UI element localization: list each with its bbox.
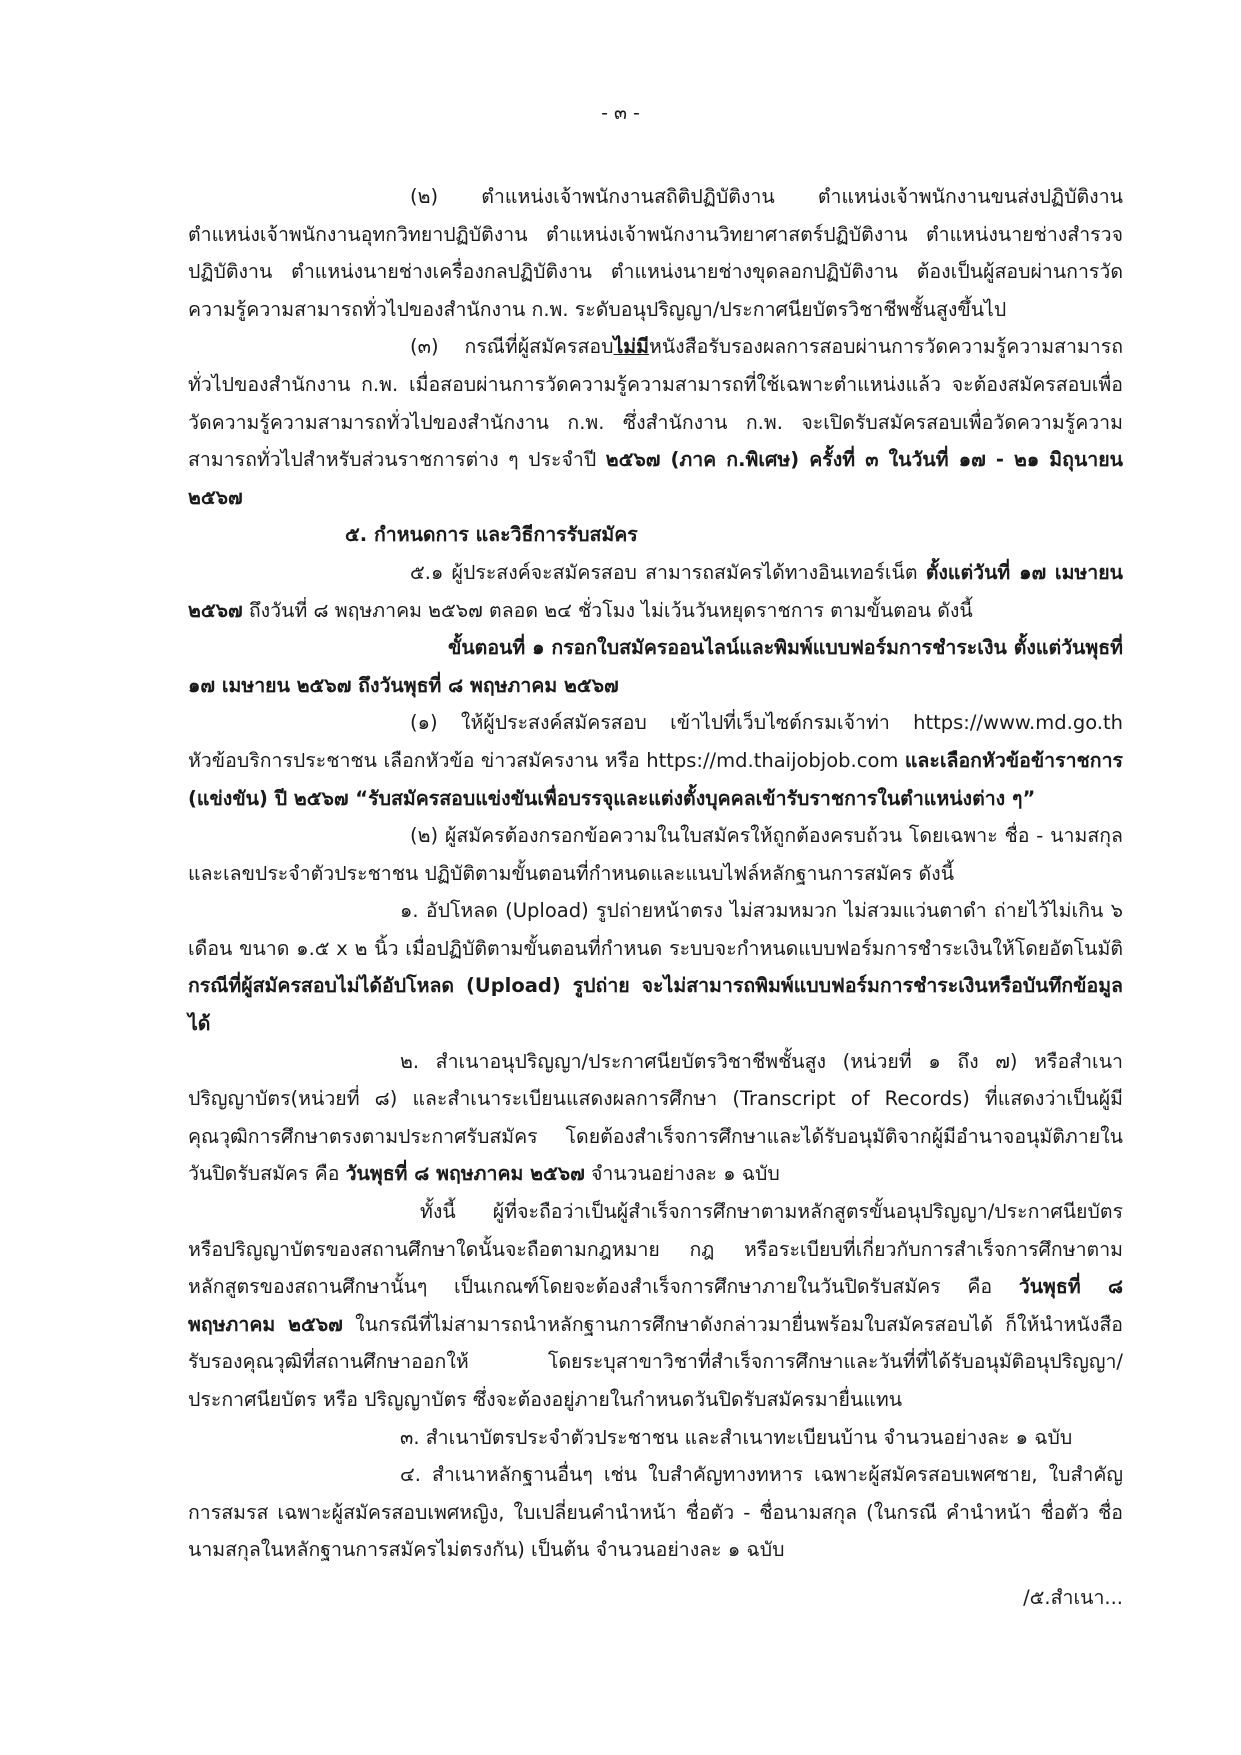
note-text-a: ทั้งนี้ ผู้ที่จะถือว่าเป็นผู้สำเร็จการศึกษาตามหลักสูตรขั้นอนุปริญญา/ประกาศนียบัตรหรือปริญญาบัตรของสถานศึกษาใดนั้นจะถือตามกฎหมาย กฎ หรือระเบียบที่เกี่ยวกับการสำเร็จการศึกษาตามหลักสูตรของสถานศึกษานั้นๆ เป็นเกณฑ์โดยจะต้องสำเร็จการศึกษาภายในวันปิดรับสมัคร คือ <box>188 1200 1123 1299</box>
item-4-other-docs: ๔. สำเนาหลักฐานอื่นๆ เช่น ใบสำคัญทางทหาร เฉพาะผู้สมัครสอบเพศชาย, ใบสำคัญการสมรส เฉพาะผู้สมัครสอบเพศหญิง, ใบเปลี่ยนคำนำหน้า ชื่อตัว - ชื่อนามสกุล (ในกรณี คำนำหน้า ชื่อตัว ชื่อนามสกุลในหลักฐานการสมัครไม่ตรงกัน) เป็นต้น จำนวนอย่างละ ๑ ฉบับ <box>188 1463 1123 1562</box>
p51-bold: ตั้งแต่วันที่ ๑๗ เมษายน ๒๕๖๗ <box>188 560 1123 622</box>
paragraph-5-1 <box>188 554 1123 629</box>
item-3-id-card: ๓. สำเนาบัตรประจำตัวประชาชน และสำเนาทะเบียนบ้าน จำนวนอย่างละ ๑ ฉบับ <box>400 1425 1073 1449</box>
p51-text-a: ๕.๑ ผู้ประสงค์จะสมัครสอบ สามารถสมัครได้ทางอินเทอร์เน็ต <box>410 560 926 584</box>
paragraph-step-1-1 <box>188 704 1123 817</box>
paragraph-step-1-2: (๒) ผู้สมัครต้องกรอกข้อความในใบสมัครให้ถูกต้องครบถ้วน โดยเฉพาะ ชื่อ - นามสกุล และเลขประจำตัวประชาชน ปฏิบัติตามขั้นตอนที่กำหนดและแนบไฟล์หลักฐานการสมัคร ดังนี้ <box>188 824 1123 885</box>
item2-bold: วันพุธที่ ๘ พฤษภาคม ๒๕๖๗ <box>345 1162 585 1186</box>
note-bold: วันพุธที่ ๘ พฤษภาคม ๒๕๖๗ <box>188 1275 1123 1336</box>
paragraph-3 <box>188 328 1123 516</box>
p3-underlined: ไม่มี <box>613 335 649 359</box>
p51-text-b: ถึงวันที่ ๘ พฤษภาคม ๒๕๖๗ ตลอด ๒๔ ชั่วโมง ไม่เว้นวันหยุดราชการ ตามขั้นตอน ดังนี้ <box>242 598 973 622</box>
item2-text-b: จำนวนอย่างละ ๑ ฉบับ <box>584 1162 780 1186</box>
section-5-heading: ๕. กำหนดการ และวิธีการรับสมัคร <box>345 523 638 547</box>
step-1-heading: ขั้นตอนที่ ๑ กรอกใบสมัครออนไลน์และพิมพ์แบบฟอร์มการชำระเงิน ตั้งแต่วันพุธที่ ๑๗ เมษายน ๒๕๖๗ ถึงวันพุธที่ ๘ พฤษภาคม ๒๕๖๗ <box>188 636 1123 697</box>
p3-text-a: (๓) กรณีที่ผู้สมัครสอบ <box>410 335 614 359</box>
item-2-degree <box>188 1043 1123 1193</box>
item2-text-a: ๒. สำเนาอนุปริญญา/ประกาศนียบัตรวิชาชีพชั้นสูง (หน่วยที่ ๑ ถึง ๗) หรือสำเนาปริญญาบัตร(หน่วยที่ ๘) และสำเนาระเบียนแสดงผลการศึกษา (Transcript of Records) ที่แสดงว่าเป็นผู้มีคุณวุฒิการศึกษาตรงตามประกาศรับสมัคร โดยต้องสำเร็จการศึกษาและได้รับอนุมัติจากผู้มีอำนาจอนุมัติภายในวันปิดรับสมัคร คือ <box>188 1049 1123 1186</box>
continuation-footer: /๕.สำเนา... <box>1023 1586 1123 1609</box>
s11-bold: และเลือกหัวข้อข้าราชการ (แข่งขัน) ปี ๒๕๖๗ “รับสมัครสอบแข่งขันเพื่อบรรจุและแต่งตั้งบุคคลเข้ารับราชการในตำแหน่งต่าง ๆ” <box>188 748 1123 810</box>
p3-bold: ๒๕๖๗ (ภาค ก.พิเศษ) ครั้งที่ ๓ ในวันที่ ๑๗ - ๒๑ มิถุนายน ๒๕๖๗ <box>188 448 1123 509</box>
item1-bold: กรณีที่ผู้สมัครสอบไม่ได้อัปโหลด (Upload) รูปถ่าย จะไม่สามารถพิมพ์แบบฟอร์มการชำระเงินหรือบันทึกข้อมูลได้ <box>188 974 1123 1036</box>
page-number: - ๓ - <box>601 102 640 124</box>
item1-text: ๑. อัปโหลด (Upload) รูปถ่ายหน้าตรง ไม่สวมหมวก ไม่สวมแว่นตาดำ ถ่ายไว้ไม่เกิน ๖ เดือน ขนาด ๑.๕ x ๒ นิ้ว เมื่อปฏิบัติตามขั้นตอนที่กำหนด ระบบจะกำหนดแบบฟอร์มการชำระเงินให้โดยอัตโนมัติ <box>188 899 1123 960</box>
document-body <box>188 178 1123 1569</box>
paragraph-note <box>188 1193 1123 1419</box>
item-1-upload <box>188 892 1123 1042</box>
note-text-b: ในกรณีที่ไม่สามารถนำหลักฐานการศึกษาดังกล่าวมายื่นพร้อมใบสมัครสอบได้ ก็ให้นำหนังสือรับรองคุณวุฒิที่สถานศึกษาออกให้ โดยระบุสาขาวิชาที่สำเร็จการศึกษาและวันที่ที่ได้รับอนุมัติอนุปริญญา/ประกาศนียบัตร หรือ ปริญญาบัตร ซึ่งจะต้องอยู่ภายในกำหนดวันปิดรับสมัครมายื่นแทน <box>188 1312 1123 1411</box>
s11-text: (๑) ให้ผู้ประสงค์สมัครสอบ เข้าไปที่เว็บไซต์กรมเจ้าท่า https://www.md.go.th หัวข้อบริการประชาชน เลือกหัวข้อ ข่าวสมัครงาน หรือ https://md.thaijobjob.com <box>188 711 1123 772</box>
paragraph-2: (๒) ตำแหน่งเจ้าพนักงานสถิติปฏิบัติงาน ตำแหน่งเจ้าพนักงานขนส่งปฏิบัติงาน ตำแหน่งเจ้าพนักงานอุทกวิทยาปฏิบัติงาน ตำแหน่งเจ้าพนักงานวิทยาศาสตร์ปฏิบัติงาน ตำแหน่งนายช่างสำรวจปฏิบัติงาน ตำแหน่งนายช่างเครื่องกลปฏิบัติงาน ตำแหน่งนายช่างขุดลอกปฏิบัติงาน ต้องเป็นผู้สอบผ่านการวัดความรู้ความสามารถทั่วไปของสำนักงาน ก.พ. ระดับอนุปริญญา/ประกาศนียบัตรวิชาชีพชั้นสูงขึ้นไป <box>188 185 1123 321</box>
p3-text-b: หนังสือรับรองผลการสอบผ่านการวัดความรู้ความสามารถทั่วไปของสำนักงาน ก.พ. เมื่อสอบผ่านการวัดความรู้ความสามารถที่ใช้เฉพาะตำแหน่งแล้ว จะต้องสมัครสอบเพื่อวัดความรู้ความสามารถทั่วไปของสำนักงาน ก.พ. ซึ่งสำนักงาน ก.พ. จะเปิดรับสมัครสอบเพื่อวัดความรู้ความสามารถทั่วไปสำหรับส่วนราชการต่าง ๆ ประจำปี <box>188 335 1123 472</box>
